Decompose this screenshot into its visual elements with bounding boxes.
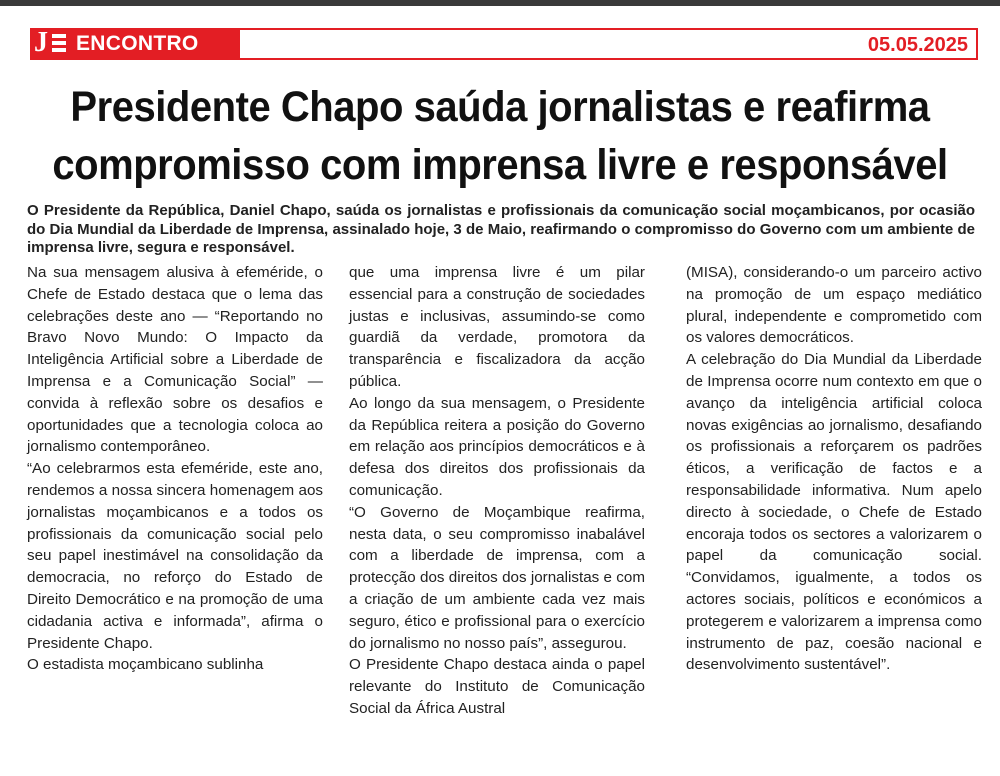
paragraph: que uma imprensa livre é um pilar essencial para a construção de sociedades justas e inclusivas, assumindo-se como guardiã da verdade, promotora da transparência e fiscalizadora da acção pública. <box>349 264 645 390</box>
issue-date: 05.05.2025 <box>867 34 968 56</box>
paragraph: O Presidente Chapo destaca ainda o papel relevante do Instituto de Comunicação Social da África Austral <box>349 656 645 717</box>
paragraph: “O Governo de Moçambique reafirma, nesta data, o seu compromisso inabalável com a liberdade de imprensa, com a protecção dos direitos dos jornalistas e com a criação de um ambiente cada vez mais seguro, ético e profissional para o exercício do jornalismo no nosso país”, assegurou. <box>349 503 645 652</box>
publication-logo <box>30 28 70 60</box>
paragraph: A celebração do Dia Mundial da Liberdade de Imprensa ocorre num contexto em que o avanço da inteligência artificial coloca novas exigências ao jornalismo, desafiando os profissionais a reforçarem os padrões éticos, a verificação de factos e a responsabilidade informativa. Num apelo directo à sociedade, o Chefe de Estado encoraja todos os sectores a valorizarem o papel da comunicação social. “Convidamos, igualmente, a todos os actores sociais, políticos e económicos a protegerem e valorizarem a imprensa como instrumento de paz, coesão nacional e desenvolvimento sustentável”. <box>686 351 982 674</box>
section-tag <box>70 28 240 60</box>
headline-line-1: Presidente Chapo saúda jornalistas e reafirma <box>70 83 930 131</box>
article-column-3 <box>686 262 982 676</box>
top-border-bar <box>0 0 1000 6</box>
article-headline <box>44 78 955 194</box>
headline-line-2: compromisso com imprensa livre e responsável <box>52 141 948 189</box>
paragraph: Ao longo da sua mensagem, o Presidente da República reitera a posição do Governo em relação aos princípios democráticos e à defesa dos direitos dos profissionais da comunicação. <box>349 394 645 499</box>
section-label: ENCONTRO <box>76 32 199 55</box>
paragraph: “Ao celebrarmos esta efeméride, este ano, rendemos a nossa sincera homenagem aos jornalistas moçambicanos e a todos os profissionais da comunicação social pelo seu papel inestimável na consolidação da democracia, no reforço do Estado de Direito Democrático e na promoção de uma cidadania activa e informada”, afirma o Presidente Chapo. <box>27 460 323 652</box>
section-header <box>30 28 978 60</box>
article-column-1 <box>27 262 323 676</box>
logo-letter: J <box>34 27 48 58</box>
paragraph: (MISA), considerando-o um parceiro activo na promoção de um espaço mediático plural, independente e comprometido com os valores democráticos. <box>686 264 982 347</box>
article-lead: O Presidente da República, Daniel Chapo, saúda os jornalistas e profissionais da comunicação social moçambicanos, por ocasião do Dia Mundial da Liberdade de Imprensa, assinalado hoje, 3 de Maio, reafirmando o compromisso do Governo com um ambiente de imprensa livre, segura e responsável. <box>27 202 975 256</box>
logo-e-bars-icon <box>52 34 66 55</box>
paragraph: O estadista moçambicano sublinha <box>27 656 264 674</box>
paragraph: Na sua mensagem alusiva à efeméride, o Chefe de Estado destaca que o lema das celebrações deste ano — “Reportando no Bravo Novo Mundo: O Impacto da Inteligência Artificial sobre a Liberdade de Imprensa e a Comunicação Social” — convida à reflexão sobre os desafios e oportunidades que a tecnologia coloca ao jornalismo contemporâneo. <box>27 264 323 456</box>
article-column-2 <box>349 262 645 720</box>
